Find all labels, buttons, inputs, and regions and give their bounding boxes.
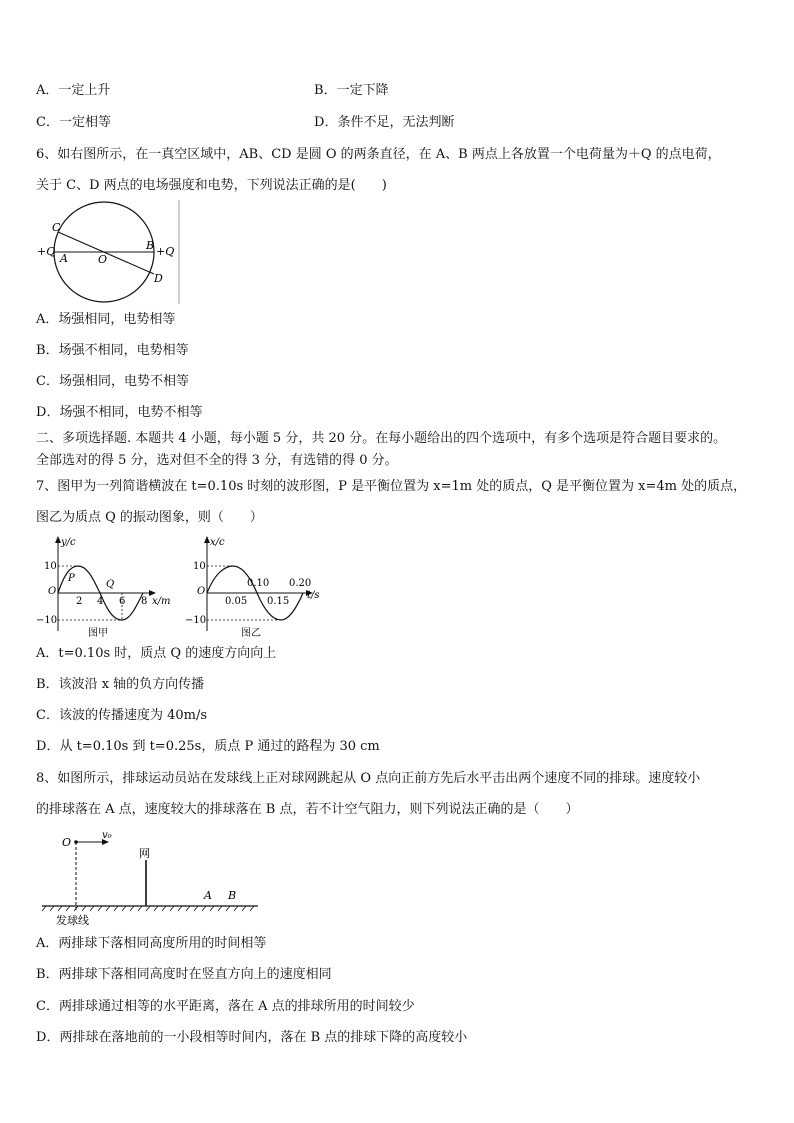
q7-wave-figure <box>36 535 180 640</box>
q5-option-a: A．一定上升 <box>36 83 111 98</box>
q8-label-b: B <box>228 889 237 902</box>
q6-option-b: B．场强不相同，电势相等 <box>36 343 189 358</box>
q6-option-c: C．场强相同，电势不相等 <box>36 374 189 389</box>
fig2-x-label: t/s <box>307 590 320 601</box>
q5-option-c: C．一定相等 <box>36 115 111 130</box>
fig2-tick-010: 0.10 <box>247 578 270 589</box>
fig2-tick-020: 0.20 <box>289 578 312 589</box>
q6-label-b: B <box>146 239 155 252</box>
q8-option-c: C．两排球通过相等的水平距离，落在 A 点的排球所用的时间较少 <box>36 999 415 1014</box>
fig1-tick-4: 4 <box>97 596 104 607</box>
q6-label-d: D <box>154 272 163 285</box>
q8-option-a: A．两排球下落相同高度所用的时间相等 <box>36 936 267 951</box>
fig2-origin: O <box>197 586 206 597</box>
fig2-caption: 图乙 <box>241 628 261 639</box>
fig1-tick-6: 6 <box>119 596 126 607</box>
q8-label-serve-line: 发球线 <box>56 914 89 926</box>
fig1-p-label: P <box>68 573 75 584</box>
fig1-y-label: y/c <box>61 537 76 548</box>
q6-stem-line1: 6、如右图所示，在一真空区域中，AB、CD 是圆 O 的两条直径，在 A、B 两点上各放置一个电荷量为＋Q 的点电荷， <box>36 147 721 162</box>
q8-label-net: 网 <box>139 847 150 860</box>
q6-label-q-left: +Q <box>37 245 56 258</box>
q8-label-a: A <box>204 889 212 902</box>
q5-option-b: B．一定下降 <box>314 83 389 98</box>
fig2-y-max: 10 <box>193 561 206 572</box>
section2-heading-line2: 全部选对的得 5 分，选对但不全的得 3 分，有选错的得 0 分。 <box>36 453 398 468</box>
q7-option-c: C．该波的传播速度为 40m/s <box>36 708 208 723</box>
fig2-y-label: x/c <box>210 537 225 548</box>
q8-ground-hatch <box>42 906 254 911</box>
q6-label-c: C <box>52 221 61 234</box>
fig1-q-label: Q <box>106 579 115 590</box>
q6-label-o: O <box>98 253 108 266</box>
fig1-y-max: 10 <box>44 561 57 572</box>
q8-option-b: B．两排球下落相同高度时在竖直方向上的速度相同 <box>36 967 332 982</box>
fig1-caption: 图甲 <box>88 628 108 639</box>
section2-heading-line1: 二、多项选择题. 本题共 4 小题，每小题 5 分，共 20 分。在每小题给出的四个选项中，有多个选项是符合题目要求的。 <box>36 431 727 446</box>
q7-vibration-figure <box>185 535 335 640</box>
q7-option-a: A．t=0.10s 时，质点 Q 的速度方向向上 <box>36 646 277 661</box>
q7-stem-line2: 图乙为质点 Q 的振动图象，则（ ） <box>36 510 263 525</box>
q8-option-d: D．两排球在落地前的一小段相等时间内，落在 B 点的排球下降的高度较小 <box>36 1030 468 1045</box>
fig1-x-label: x/m <box>152 596 171 607</box>
fig1-origin: O <box>48 586 57 597</box>
fig2-tick-015: 0.15 <box>267 596 290 607</box>
q8-label-v0: v₀ <box>102 830 112 841</box>
fig2-y-min: −10 <box>185 615 207 626</box>
q8-stem-line1: 8、如图所示，排球运动员站在发球线上正对球网跳起从 O 点向正前方先后水平击出两个速度不同的排球。速度较小 <box>36 771 701 786</box>
q8-label-o: O <box>62 836 72 849</box>
q7-stem-line1: 7、图甲为一列简谐横波在 t=0.10s 时刻的波形图，P 是平衡位置为 x=1m 处的质点，Q 是平衡位置为 x=4m 处的质点， <box>36 479 747 494</box>
q5-option-d: D．条件不足，无法判断 <box>314 115 455 130</box>
q7-option-b: B．该波沿 x 轴的负方向传播 <box>36 677 205 692</box>
fig2-tick-005: 0.05 <box>225 596 248 607</box>
q6-stem-line2: 关于 C、D 两点的电场强度和电势，下列说法正确的是( ) <box>36 178 387 193</box>
fig1-tick-2: 2 <box>76 596 83 607</box>
q6-circle-figure <box>36 200 186 305</box>
fig1-y-min: −10 <box>36 615 58 626</box>
q7-option-d: D．从 t=0.10s 到 t=0.25s，质点 P 通过的路程为 30 cm <box>36 739 380 754</box>
q6-option-a: A．场强相同，电势相等 <box>36 312 176 327</box>
fig1-tick-8: 8 <box>141 596 148 607</box>
q6-option-d: D．场强不相同，电势不相等 <box>36 405 203 420</box>
q8-stem-line2: 的排球落在 A 点，速度较大的排球落在 B 点，若不计空气阻力，则下列说法正确的是（ ） <box>36 802 579 817</box>
q6-label-a: A <box>60 252 68 265</box>
q6-label-q-right: +Q <box>156 245 175 258</box>
q8-volleyball-figure <box>36 826 266 926</box>
